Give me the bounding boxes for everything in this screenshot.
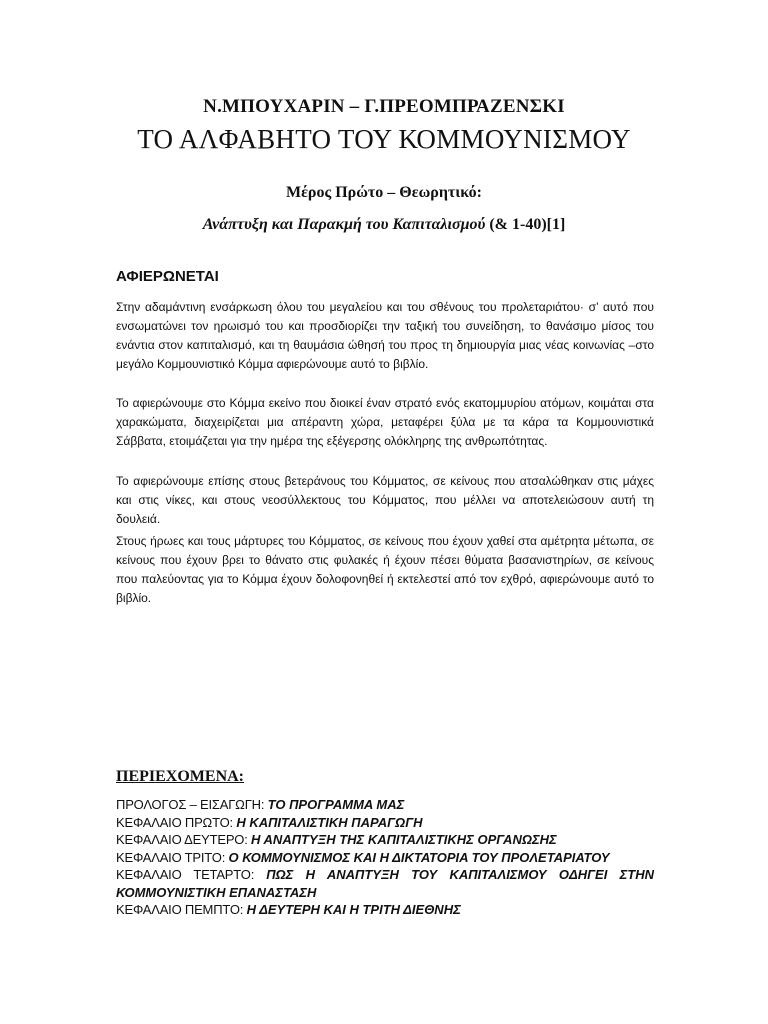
- toc-item-label: ΚΕΦΑΛΑΙΟ ΠΡΩΤΟ:: [116, 814, 237, 830]
- dedication-paragraph: Το αφιερώνουμε στο Κόμμα εκείνο που διοικεί έναν στρατό ενός εκατομμυρίου ατόμων, κοιμάται στα χαρακώματα, διαχειρίζεται μια απέραντη χώρα, μεταφέρει ξύλα με τα κάρα τα Κομμουνιστικά Σάββατα, ετοιμάζεται για την ημέρα της εξέγερσης ολόκληρης της ανθρωπότητας.: [116, 396, 654, 448]
- dedication-paragraph: Στους ήρωες και τους μάρτυρες του Κόμματος, σε κείνους που έχουν χαθεί στα αμέτρητα μέτωπα, σε κείνους που έχουν βρει το θάνατο στις φυλακές ή έχουν πέσει θύματα βασανιστηρίων, σε κείνους που παλεύοντας για το Κόμμα έχουν δολοφονηθεί ή εκτελεστεί από τον εχθρό, αφιερώνουμε αυτό το βιβλίο.: [116, 534, 654, 605]
- toc-item-title: Η ΑΝΑΠΤΥΞΗ ΤΗΣ ΚΑΠΙΤΑΛΙΣΤΙΚΗΣ ΟΡΓΑΝΩΣΗΣ: [251, 832, 557, 847]
- toc-item-title: ΠΩΣ Η ΑΝΑΠΤΥΞΗ ΤΟΥ ΚΑΠΙΤΑΛΙΣΜΟΥ ΟΔΗΓΕΙ ΣΤΗΝ ΚΟΜΜΟΥΝΙΣΤΙΚΗ ΕΠΑΝΑΣΤΑΣΗ: [116, 867, 654, 900]
- part-subtitle-rest: (& 1-40)[1]: [485, 216, 566, 233]
- toc-item-label: ΚΕΦΑΛΑΙΟ ΤΡΙΤΟ:: [116, 849, 229, 865]
- contents-heading: ΠΕΡΙΕΧΟΜΕΝΑ:: [116, 768, 244, 785]
- table-of-contents: [116, 796, 654, 919]
- toc-item-label: ΚΕΦΑΛΑΙΟ ΠΕΜΠΤΟ:: [116, 902, 247, 917]
- toc-item: [116, 796, 654, 814]
- toc-item: [116, 849, 654, 867]
- part-title: Μέρος Πρώτο – Θεωρητικό:: [285, 184, 483, 201]
- dedication-paragraph: Το αφιερώνουμε επίσης στους βετεράνους του Κόμματος, σε κείνους που ατσαλώθηκαν στις μάχες και στις νίκες, και στους νεοσύλλεκτους του Κόμματος, που μέλλει να αποτελειώσουν αυτή τη δουλειά.: [116, 474, 654, 526]
- toc-item-title: Ο ΚΟΜΜΟΥΝΙΣΜΟΣ ΚΑΙ Η ΔΙΚΤΑΤΟΡΙΑ ΤΟΥ ΠΡΟΛΕΤΑΡΙΑΤΟΥ: [228, 849, 610, 865]
- toc-item-title: Η ΚΑΠΙΤΑΛΙΣΤΙΚΗ ΠΑΡΑΓΩΓΗ: [236, 814, 423, 830]
- toc-item: [116, 866, 654, 901]
- toc-item-title: ΤΟ ΠΡΟΓΡΑΜΜΑ ΜΑΣ: [267, 797, 405, 812]
- toc-item: [116, 814, 654, 832]
- part-subtitle-italic: Ανάπτυξη και Παρακμή του Καπιταλισμού: [202, 216, 486, 233]
- part-subtitle: [0, 216, 768, 234]
- toc-item-label: ΚΕΦΑΛΑΙΟ ΔΕΥΤΕΡΟ:: [116, 832, 252, 847]
- toc-item: [116, 901, 654, 919]
- dedication-paragraph: Στην αδαμάντινη ενσάρκωση όλου του μεγαλείου και του σθένους του προλεταριάτου· σ’ αυτό που ενσωματώνει τον ηρωισμό του και προσδιορίζει την ταξική του συνείδηση, το θανάσιμο μίσος του ενάντια στον καπιταλισμό, και τη θαυμάσια ώθησή του προς τη δημιουργία μιας νέας κοινωνίας –στο μεγάλο Κομμουνιστικό Κόμμα αφιερώνουμε αυτό το βιβλίο.: [116, 300, 654, 371]
- toc-item-title: Η ΔΕΥΤΕΡΗ ΚΑΙ Η ΤΡΙΤΗ ΔΙΕΘΝΗΣ: [246, 902, 461, 917]
- toc-item: [116, 831, 654, 849]
- authors-line: Ν.ΜΠΟΥΧΑΡΙΝ – Γ.ΠΡΕΟΜΠΡΑΖΕΝΣΚΙ: [203, 96, 565, 117]
- toc-item-label: ΚΕΦΑΛΑΙΟ ΤΕΤΑΡΤΟ:: [116, 867, 267, 882]
- book-title: ΤΟ ΑΛΦΑΒΗΤΟ ΤΟΥ ΚΟΜΜΟΥΝΙΣΜΟΥ: [137, 124, 631, 154]
- toc-item-label: ΠΡΟΛΟΓΟΣ – ΕΙΣΑΓΩΓΗ:: [116, 797, 268, 812]
- dedication-heading: ΑΦΙΕΡΩΝΕΤΑΙ: [116, 268, 219, 285]
